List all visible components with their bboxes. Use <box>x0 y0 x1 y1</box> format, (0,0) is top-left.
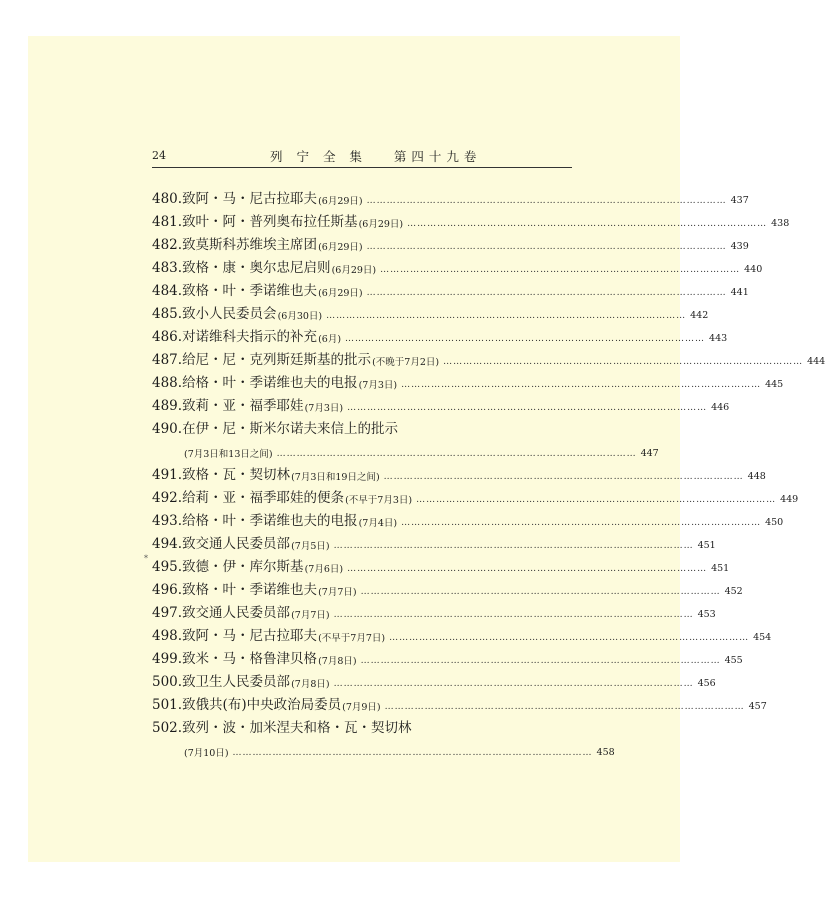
entry-title: 致叶・阿・普列奥布拉任斯基 <box>182 214 358 230</box>
entry-line <box>152 299 709 322</box>
entry-date: (7月3日) <box>358 380 398 391</box>
dot-leader: ……………………………………………………………………………………………… <box>416 495 777 505</box>
entry-date: (7月8日) <box>291 679 330 690</box>
running-header <box>152 145 572 168</box>
entry-title: 致格・瓦・契切林 <box>182 467 291 483</box>
entry-title: 对诺维科夫指示的补充 <box>182 329 318 345</box>
entry-number: 491. <box>152 467 183 483</box>
dot-leader: ……………………………………………………………………………………………… <box>366 242 727 252</box>
entry-line <box>152 322 728 345</box>
entry-line <box>152 667 716 690</box>
entry-page: 446 <box>711 402 730 413</box>
entry-page: 452 <box>724 586 743 597</box>
entry-date: (6月) <box>318 334 342 345</box>
toc-entry <box>152 322 728 345</box>
toc-entry <box>152 345 825 368</box>
entry-number: 496. <box>152 582 183 598</box>
entry-line <box>152 368 784 391</box>
toc-entry <box>152 414 659 460</box>
entry-date: (7月5日) <box>291 541 330 552</box>
entry-title: 给莉・亚・福季耶娃的便条 <box>182 490 345 506</box>
toc-entry <box>152 368 784 391</box>
entry-line-continued <box>152 437 659 460</box>
entry-date: (7月3日) <box>304 403 344 414</box>
entry-title: 致小人民委员会 <box>182 306 277 322</box>
toc-entry <box>152 299 709 322</box>
entry-page: 456 <box>697 678 716 689</box>
book-title: 列 宁 全 集 第四十九卷 <box>270 149 482 164</box>
entry-page: 454 <box>753 632 772 643</box>
entry-title: 致莉・亚・福季耶娃 <box>182 398 304 414</box>
toc-entry <box>152 598 716 621</box>
entry-line <box>152 391 730 414</box>
entry-page: 458 <box>596 747 615 758</box>
entry-number: 487. <box>152 352 183 368</box>
entry-number: 498. <box>152 628 183 644</box>
toc-entry <box>152 506 784 529</box>
toc-entry <box>152 529 716 552</box>
entry-page: 437 <box>730 195 749 206</box>
entry-line <box>152 621 772 644</box>
entry-number: 500. <box>152 674 183 690</box>
entry-date: (6月29日) <box>318 196 363 207</box>
dot-leader: ……………………………………………………………………………………………… <box>360 656 721 666</box>
entry-page: 447 <box>640 448 659 459</box>
entry-line <box>152 207 790 230</box>
entry-page: 457 <box>748 701 767 712</box>
dot-leader: ……………………………………………………………………………………………… <box>333 679 694 689</box>
entry-line <box>152 690 767 713</box>
dot-leader: ……………………………………………………………………………………………… <box>380 265 741 275</box>
entry-line <box>152 253 763 276</box>
entry-page: 453 <box>697 609 716 620</box>
entry-number: 502. <box>152 720 183 736</box>
entry-line <box>152 713 582 736</box>
entry-date: (6月29日) <box>358 219 404 230</box>
entry-date: (6月29日) <box>318 242 363 253</box>
entry-date: (7月3日和19日之间) <box>291 472 380 483</box>
entry-page: 442 <box>690 310 709 321</box>
entry-page: 440 <box>744 264 763 275</box>
entry-page: 445 <box>765 379 784 390</box>
toc-entry <box>152 575 743 598</box>
dot-leader: ……………………………………………………………………………………………… <box>401 518 762 528</box>
entry-line <box>152 644 743 667</box>
entry-page: 441 <box>730 287 749 298</box>
entry-line <box>152 552 730 575</box>
entry-line <box>152 230 749 253</box>
entry-number: 492. <box>152 490 183 506</box>
toc-entry <box>152 690 767 713</box>
entry-date: (不早于7月7日) <box>318 633 386 644</box>
entry-number: 501. <box>152 697 183 713</box>
entry-line <box>152 529 716 552</box>
entry-number: 485. <box>152 306 183 322</box>
entry-number: 483. <box>152 260 183 276</box>
entry-title: 给格・叶・季诺维也夫的电报 <box>182 513 358 529</box>
toc-entry <box>152 460 766 483</box>
entry-title: 在伊・尼・斯米尔诺夫来信上的批示 <box>182 421 399 437</box>
entry-title: 致卫生人民委员部 <box>182 674 291 690</box>
entry-line <box>152 460 766 483</box>
entry-line <box>152 575 743 598</box>
dot-leader: ……………………………………………………………………………………………… <box>232 748 593 758</box>
dot-leader: ……………………………………………………………………………………………… <box>443 357 804 367</box>
toc-entry <box>152 667 716 690</box>
page-number: 24 <box>152 149 166 162</box>
entry-number: 482. <box>152 237 183 253</box>
entry-date: (7月4日) <box>358 518 398 529</box>
entry-date: (7月3日和13日之间) <box>184 449 273 460</box>
entry-title: 致阿・马・尼古拉耶夫 <box>182 628 318 644</box>
entry-page: 439 <box>730 241 749 252</box>
entry-number: 494. <box>152 536 183 552</box>
dot-leader: ……………………………………………………………………………………………… <box>360 587 721 597</box>
toc-entry <box>152 644 743 667</box>
entry-line <box>152 483 799 506</box>
entry-title: 致格・叶・季诺维也夫 <box>182 582 318 598</box>
entry-mark: * <box>144 554 148 563</box>
entry-date: (6月29日) <box>331 265 377 276</box>
entry-number: 493. <box>152 513 183 529</box>
entry-page: 443 <box>709 333 728 344</box>
entry-line <box>152 184 749 207</box>
dot-leader: ……………………………………………………………………………………………… <box>276 449 637 459</box>
entry-page: 438 <box>771 218 790 229</box>
entry-date: (不晚于7月2日) <box>372 357 440 368</box>
dot-leader: ……………………………………………………………………………………………… <box>366 288 727 298</box>
entry-page: 449 <box>780 494 799 505</box>
entry-line <box>152 598 716 621</box>
entry-page: 455 <box>724 655 743 666</box>
entry-date: (7月7日) <box>318 587 357 598</box>
entry-title: 致莫斯科苏维埃主席团 <box>182 237 318 253</box>
toc-entry <box>152 184 749 207</box>
entry-number: 488. <box>152 375 183 391</box>
entry-title: 致列・波・加米涅夫和格・瓦・契切林 <box>182 720 412 736</box>
entry-date: (7月6日) <box>304 564 344 575</box>
entry-page: 450 <box>765 517 784 528</box>
toc-entry <box>152 253 763 276</box>
entry-number: 480. <box>152 191 183 207</box>
entry-date: (7月7日) <box>291 610 330 621</box>
dot-leader: ……………………………………………………………………………………………… <box>407 219 768 229</box>
dot-leader: ……………………………………………………………………………………………… <box>366 196 727 206</box>
entry-number: 481. <box>152 214 183 230</box>
entry-title: 致格・叶・季诺维也夫 <box>182 283 318 299</box>
entry-number: 486. <box>152 329 183 345</box>
entry-date: (6月30日) <box>277 311 323 322</box>
dot-leader: ……………………………………………………………………………………………… <box>333 610 694 620</box>
dot-leader: ……………………………………………………………………………………………… <box>347 403 708 413</box>
entry-line-continued <box>152 736 615 759</box>
entry-number: 489. <box>152 398 183 414</box>
entry-date: (7月8日) <box>318 656 357 667</box>
entry-date: (6月29日) <box>318 288 363 299</box>
entry-page: 451 <box>697 540 716 551</box>
toc-entry <box>144 552 730 575</box>
toc-entry <box>152 230 749 253</box>
dot-leader: ……………………………………………………………………………………………… <box>333 541 694 551</box>
dot-leader: ……………………………………………………………………………………………… <box>389 633 750 643</box>
dot-leader: ……………………………………………………………………………………………… <box>383 472 744 482</box>
entry-line <box>152 414 582 437</box>
dot-leader: ……………………………………………………………………………………………… <box>384 702 745 712</box>
dot-leader: ……………………………………………………………………………………………… <box>326 311 687 321</box>
entry-number: 484. <box>152 283 183 299</box>
toc-entry <box>152 207 790 230</box>
entry-title: 给格・叶・季诺维也夫的电报 <box>182 375 358 391</box>
toc-entry <box>152 713 615 759</box>
entry-page: 448 <box>747 471 766 482</box>
entry-line <box>152 345 825 368</box>
entry-number: 490. <box>152 421 183 437</box>
entry-date: (7月10日) <box>184 748 229 759</box>
toc-entry <box>152 276 749 299</box>
entry-title: 致交通人民委员部 <box>182 536 291 552</box>
entry-date: (不早于7月3日) <box>345 495 413 506</box>
entry-title: 致米・马・格鲁津贝格 <box>182 651 318 667</box>
dot-leader: ……………………………………………………………………………………………… <box>347 564 708 574</box>
entry-number: 497. <box>152 605 183 621</box>
entry-title: 致阿・马・尼古拉耶夫 <box>182 191 318 207</box>
dot-leader: ……………………………………………………………………………………………… <box>345 334 706 344</box>
entry-number: 499. <box>152 651 183 667</box>
toc-entry <box>152 391 730 414</box>
toc-entry <box>152 483 799 506</box>
entry-title: 致交通人民委员部 <box>182 605 291 621</box>
entry-date: (7月9日) <box>342 702 381 713</box>
toc-entry <box>152 621 772 644</box>
entry-title: 给尼・尼・克列斯廷斯基的批示 <box>182 352 372 368</box>
entry-page: 444 <box>807 356 825 367</box>
entry-title: 致德・伊・库尔斯基 <box>182 559 304 575</box>
entry-line <box>152 506 784 529</box>
entry-title: 致格・康・奥尔忠尼启则 <box>182 260 331 276</box>
entry-number: 495. <box>152 559 183 575</box>
entry-line <box>152 276 749 299</box>
entry-page: 451 <box>711 563 730 574</box>
dot-leader: ……………………………………………………………………………………………… <box>401 380 762 390</box>
entry-title: 致俄共(布)中央政治局委员 <box>182 697 342 713</box>
table-of-contents <box>144 184 825 759</box>
